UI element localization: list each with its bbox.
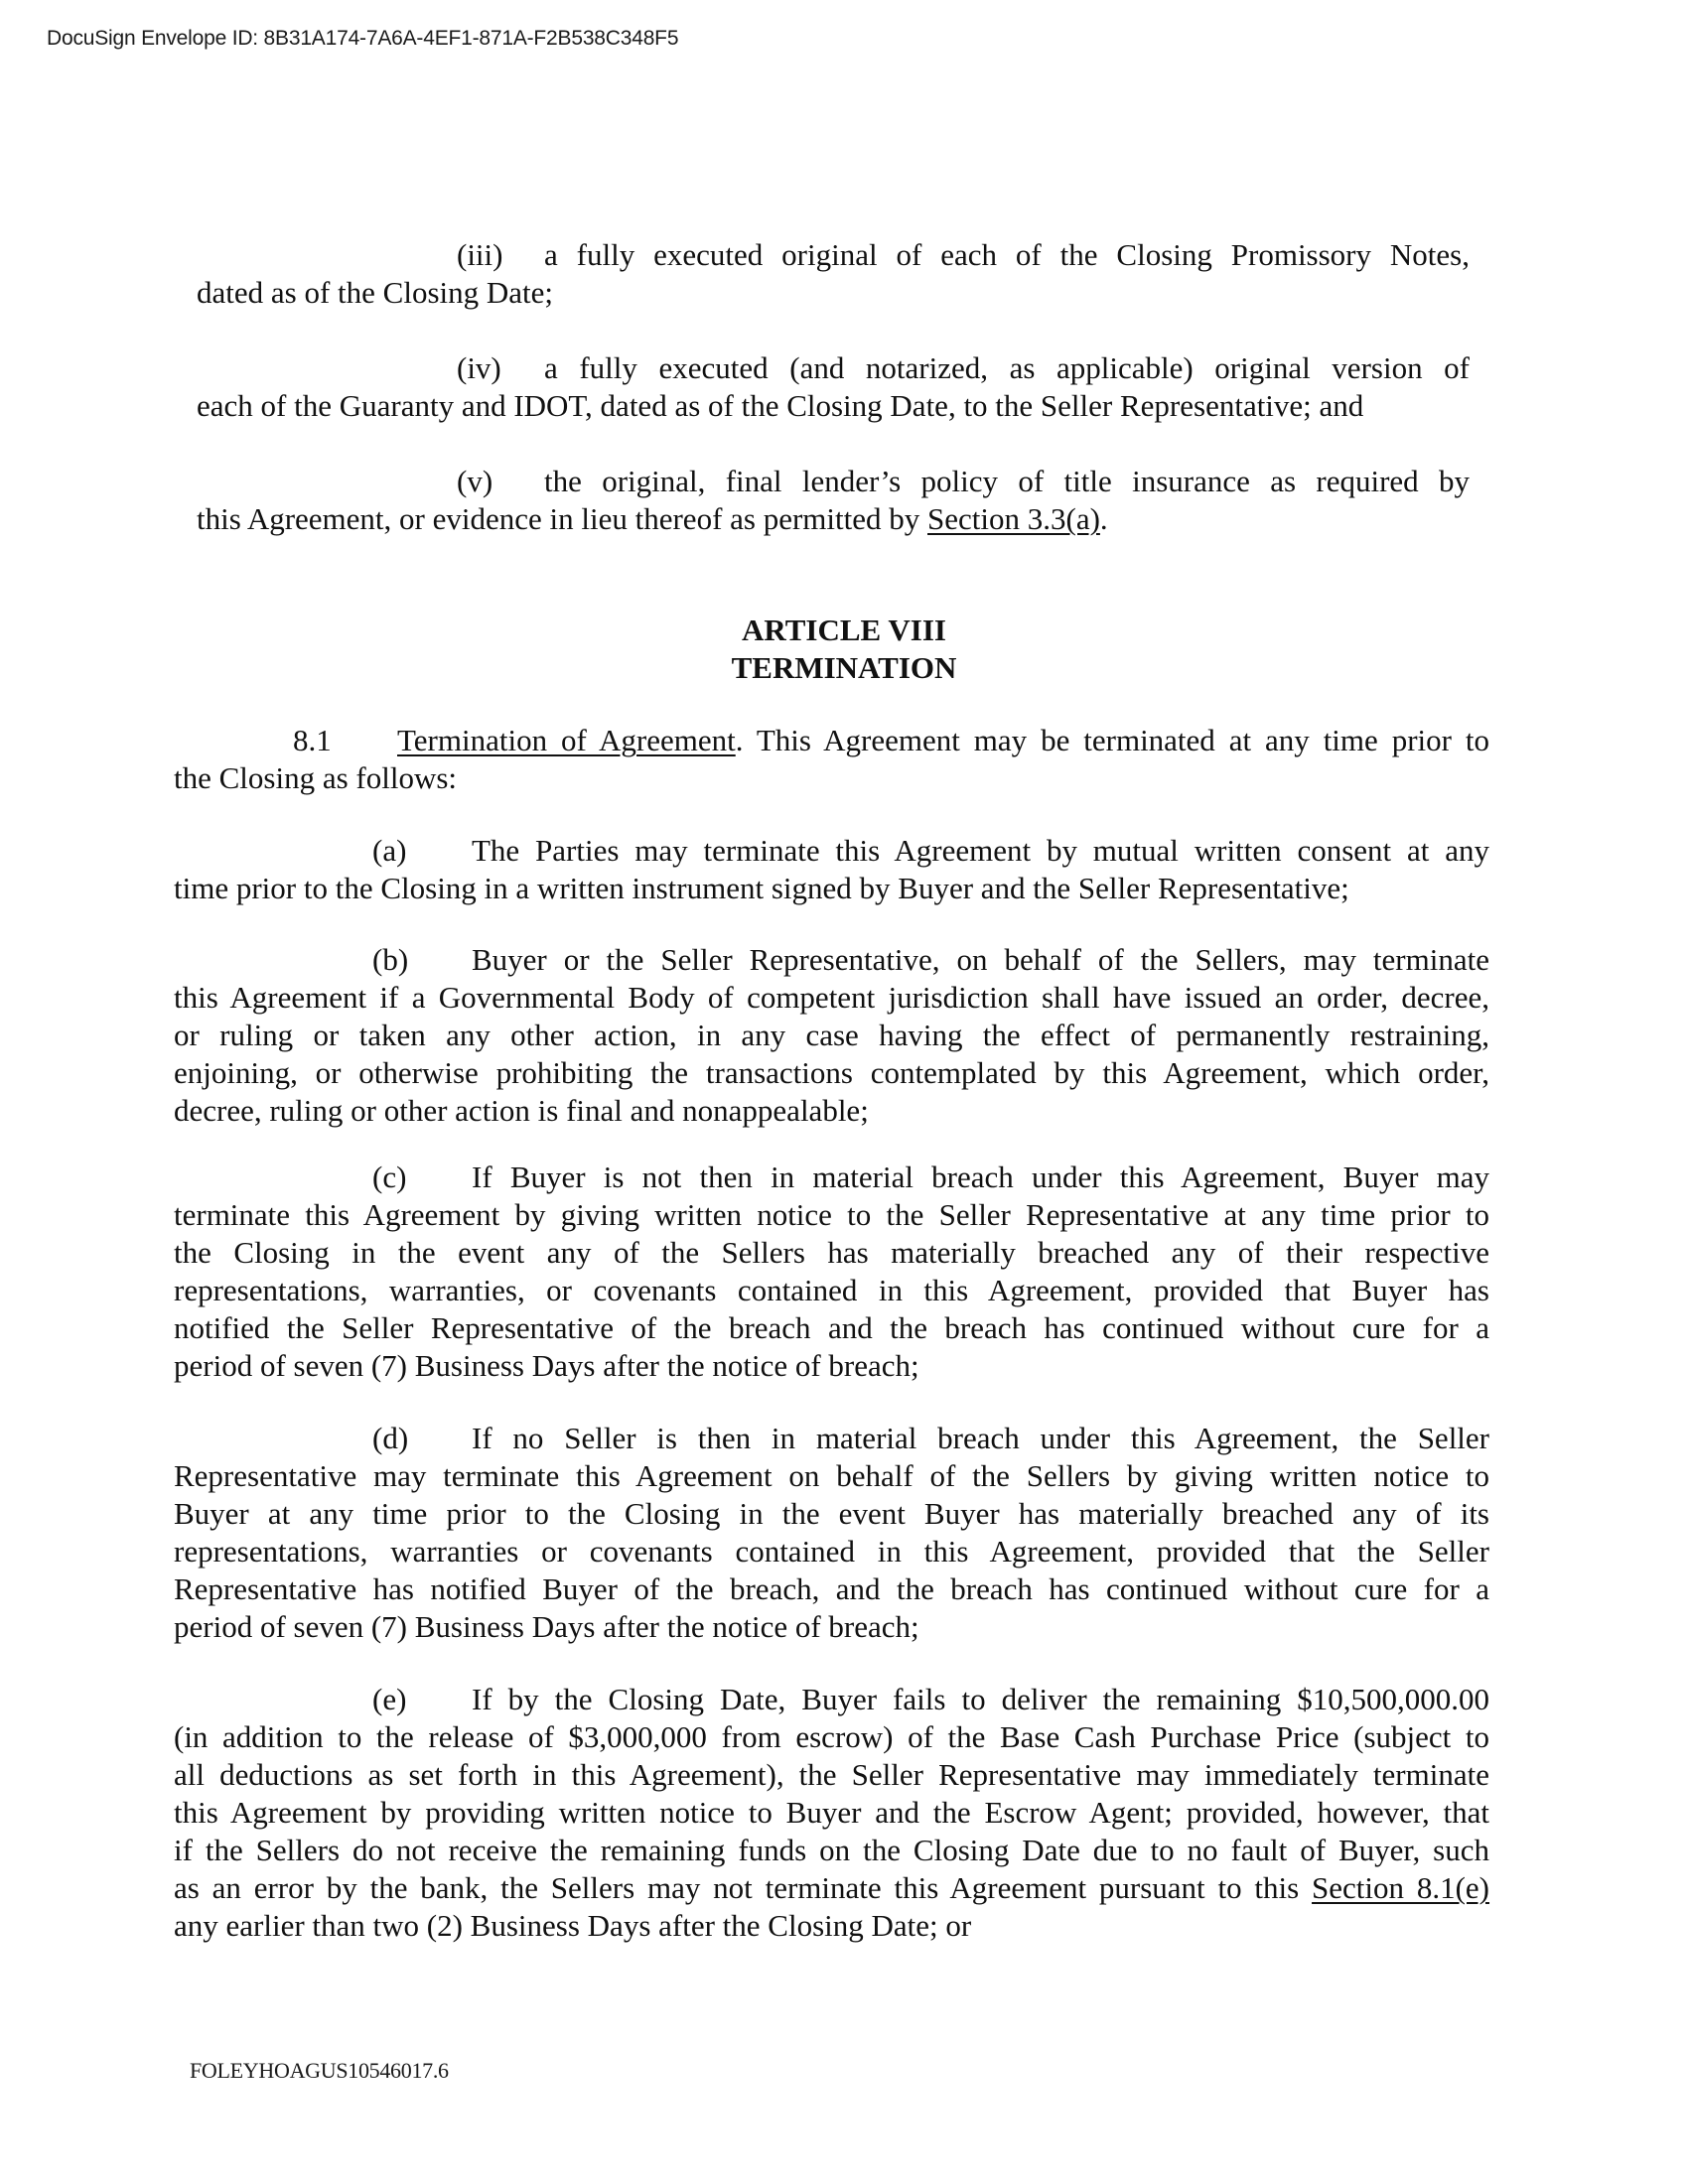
subsection-first-line: [174, 832, 1489, 870]
subsection-a: [174, 832, 1489, 907]
subsection-line: [174, 1869, 1489, 1907]
subsection-label: (e): [372, 1682, 407, 1716]
item-label: (iii): [457, 237, 503, 272]
article-number: ARTICLE VIII: [742, 613, 946, 647]
section-8-1-first-line: [174, 722, 1489, 759]
subsection-text: The Parties may terminate this Agreement by mutual written consent at any: [472, 833, 1489, 868]
section-8-1: [174, 722, 1489, 797]
subsection-first-line: [174, 1159, 1489, 1196]
subsection-line: period of seven (7) Business Days after the notice of breach;: [174, 1609, 919, 1644]
docusign-envelope-id: DocuSign Envelope ID: 8B31A174-7A6A-4EF1-871A-F2B538C348F5: [47, 27, 679, 50]
subsection-line: enjoining, or otherwise prohibiting the transactions contemplated by this Agreement, which order,: [174, 1055, 1489, 1090]
subsection-line: time prior to the Closing in a written instrument signed by Buyer and the Seller Representative;: [174, 871, 1349, 905]
document-footer-id: FOLEYHOAGUS10546017.6: [190, 2058, 449, 2083]
subsection-line: terminate this Agreement by giving written notice to the Seller Representative at any time prior to: [174, 1197, 1489, 1232]
subsection-line: all deductions as set forth in this Agreement), the Seller Representative may immediately terminate: [174, 1757, 1489, 1792]
subsection-line: period of seven (7) Business Days after the notice of breach;: [174, 1348, 919, 1383]
subsection-line: Buyer at any time prior to the Closing in the event Buyer has materially breached any of its: [174, 1496, 1489, 1531]
subsection-line: this Agreement if a Governmental Body of competent jurisdiction shall have issued an order, decree,: [174, 980, 1489, 1015]
subsection-line: decree, ruling or other action is final and nonappealable;: [174, 1093, 869, 1128]
section-number: 8.1: [293, 723, 332, 757]
subsection-line: Representative may terminate this Agreement on behalf of the Sellers by giving written notice to: [174, 1458, 1489, 1493]
section-3-3a-link[interactable]: Section 3.3(a): [927, 501, 1100, 536]
item-text: the original, final lender’s policy of title insurance as required by: [544, 464, 1470, 498]
subsection-label: (c): [372, 1160, 407, 1194]
subsection-text: Buyer or the Seller Representative, on behalf of the Sellers, may terminate: [472, 942, 1489, 977]
subsection-line: if the Sellers do not receive the remaining funds on the Closing Date due to no fault of Buyer, such: [174, 1833, 1489, 1867]
subsection-e: [174, 1681, 1489, 1945]
item-text: a fully executed (and notarized, as applicable) original version of: [544, 350, 1470, 385]
subsection-d: [174, 1420, 1489, 1646]
subsection-line: or ruling or taken any other action, in any case having the effect of permanently restraining,: [174, 1018, 1489, 1052]
section-text-line: the Closing as follows:: [174, 760, 458, 795]
item-text-prefix: this Agreement, or evidence in lieu thereof as permitted by: [197, 501, 928, 536]
item-v: [197, 463, 1470, 538]
subsection-line: (in addition to the release of $3,000,000 from escrow) of the Base Cash Purchase Price (subject to: [174, 1719, 1489, 1754]
item-label: (iv): [457, 350, 501, 385]
section-first-text: [397, 722, 1489, 759]
subsection-line: the Closing in the event any of the Sellers has materially breached any of their respective: [174, 1235, 1489, 1270]
subsection-line-prefix: as an error by the bank, the Sellers may not terminate this Agreement pursuant to this: [174, 1870, 1313, 1905]
item-text-line: each of the Guaranty and IDOT, dated as of the Closing Date, to the Seller Representative; and: [197, 388, 1364, 423]
item-label: (v): [457, 464, 493, 498]
subsection-line: representations, warranties, or covenants contained in this Agreement, provided that Buyer has: [174, 1273, 1489, 1307]
item-iv: [197, 349, 1470, 425]
subsection-b: [174, 941, 1489, 1130]
subsection-line: representations, warranties or covenants contained in this Agreement, provided that the Seller: [174, 1534, 1489, 1569]
subsection-label: (d): [372, 1421, 409, 1455]
item-text: a fully executed original of each of the Closing Promissory Notes,: [544, 237, 1470, 272]
subsection-label: (b): [372, 942, 409, 977]
section-heading: Termination of Agreement: [397, 723, 736, 757]
item-text-line: dated as of the Closing Date;: [197, 275, 553, 310]
subsection-line: any earlier than two (2) Business Days after the Closing Date; or: [174, 1908, 972, 1943]
subsection-line: Representative has notified Buyer of the breach, and the breach has continued without cure for a: [174, 1571, 1489, 1606]
subsection-first-line: [174, 1681, 1489, 1718]
item-v-first-line: [197, 463, 1470, 500]
subsection-label: (a): [372, 833, 407, 868]
subsection-line: this Agreement by providing written notice to Buyer and the Escrow Agent; provided, however, that: [174, 1795, 1489, 1830]
subsection-text: If Buyer is not then in material breach under this Agreement, Buyer may: [472, 1160, 1489, 1194]
item-iii: [197, 236, 1470, 312]
subsection-first-line: [174, 1420, 1489, 1457]
section-intro: . This Agreement may be terminated at any time prior to: [735, 723, 1489, 757]
subsection-text: If no Seller is then in material breach under this Agreement, the Seller: [472, 1421, 1489, 1455]
section-8-1e-link[interactable]: Section 8.1(e): [1312, 1870, 1490, 1905]
subsection-text: If by the Closing Date, Buyer fails to deliver the remaining $10,500,000.00: [472, 1682, 1489, 1716]
item-iv-first-line: [197, 349, 1470, 387]
subsection-line: notified the Seller Representative of the breach and the breach has continued without cure for a: [174, 1310, 1489, 1345]
subsection-first-line: [174, 941, 1489, 979]
item-iii-first-line: [197, 236, 1470, 274]
article-title: TERMINATION: [731, 650, 957, 685]
item-text-suffix: .: [1099, 501, 1108, 536]
subsection-c: [174, 1159, 1489, 1385]
item-text-line: [197, 500, 1470, 538]
